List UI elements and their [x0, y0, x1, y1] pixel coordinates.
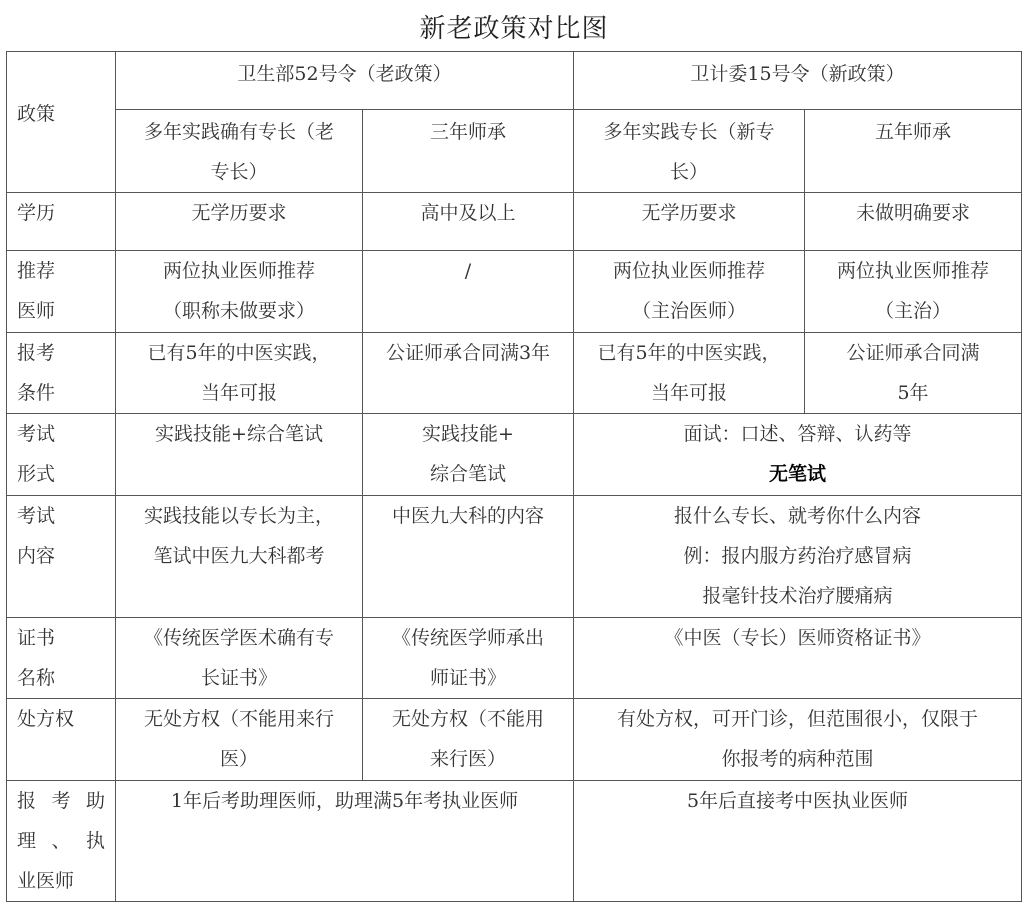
no-written-exam: 无笔试 [768, 463, 826, 485]
row-label: 报考助 理、执 业医师 [7, 781, 116, 902]
new-mentor-header: 五年师承 [805, 110, 1022, 193]
cell-old: 1年后考助理医师，助理满5年考执业医师 [116, 781, 574, 902]
cell-old-mentor: 无处方权（不能用 来行医） [363, 699, 574, 781]
row-education [7, 193, 1022, 251]
cell-old-mentor: 实践技能+ 综合笔试 [363, 414, 574, 496]
row-upgrade [7, 781, 1022, 902]
cell-old-expert: 《传统医学医术确有专 长证书》 [116, 618, 363, 699]
policy-label-cell [7, 52, 116, 193]
cell-old-mentor: / [363, 251, 574, 333]
row-label: 学历 [7, 193, 116, 251]
cell-new-expert: 无学历要求 [574, 193, 805, 251]
row-exam-content [7, 496, 1022, 618]
cell-new-expert: 已有5年的中医实践， 当年可报 [574, 333, 805, 414]
cell-old-expert: 实践技能以专长为主， 笔试中医九大科都考 [116, 496, 363, 618]
cell-old-expert: 已有5年的中医实践， 当年可报 [116, 333, 363, 414]
cell-old-expert: 两位执业医师推荐 （职称未做要求） [116, 251, 363, 333]
cell-new: 有处方权，可开门诊，但范围很小，仅限于 你报考的病种范围 [574, 699, 1022, 781]
row-label: 推荐 医师 [7, 251, 116, 333]
cell-new-mentor: 两位执业医师推荐 （主治） [805, 251, 1022, 333]
cell-old-expert: 无学历要求 [116, 193, 363, 251]
cell-new-mentor: 公证师承合同满 5年 [805, 333, 1022, 414]
row-label: 处方权 [7, 699, 116, 781]
old-expert-header: 多年实践确有专长（老 专长） [116, 110, 363, 193]
cell-old-mentor: 公证师承合同满3年 [363, 333, 574, 414]
new-policy-header: 卫计委15号令（新政策） [574, 52, 1022, 110]
row-label: 考试 形式 [7, 414, 116, 496]
page-title: 新老政策对比图 [419, 14, 609, 44]
old-mentor-header: 三年师承 [363, 110, 574, 193]
row-label: 考试 内容 [7, 496, 116, 618]
cell-new: 面试：口述、答辩、认药等 无笔试 [574, 414, 1022, 496]
cell-old-expert: 实践技能+综合笔试 [116, 414, 363, 496]
cell-old-mentor: 《传统医学师承出 师证书》 [363, 618, 574, 699]
cell-new: 5年后直接考中医执业医师 [574, 781, 1022, 902]
row-recommend [7, 251, 1022, 333]
row-label: 报考 条件 [7, 333, 116, 414]
header-row-categories [7, 110, 1022, 193]
row-certificate [7, 618, 1022, 699]
row-prescription [7, 699, 1022, 781]
row-conditions [7, 333, 1022, 414]
policy-label: 政策 [17, 103, 56, 125]
cell-new: 《中医（专长）医师资格证书》 [574, 618, 1022, 699]
old-policy-header: 卫生部52号令（老政策） [116, 52, 574, 110]
cell-new-expert: 两位执业医师推荐 （主治医师） [574, 251, 805, 333]
cell-old-mentor: 高中及以上 [363, 193, 574, 251]
row-label: 证书 名称 [7, 618, 116, 699]
cell-new: 报什么专长、就考你什么内容 例：报内服方药治疗感冒病 报毫针技术治疗腰痛病 [574, 496, 1022, 618]
cell-old-mentor: 中医九大科的内容 [363, 496, 574, 618]
new-expert-header: 多年实践专长（新专 长） [574, 110, 805, 193]
policy-comparison-table [6, 51, 1022, 902]
row-exam-form [7, 414, 1022, 496]
cell-old-expert: 无处方权（不能用来行 医） [116, 699, 363, 781]
header-row-policies [7, 52, 1022, 110]
cell-new-mentor: 未做明确要求 [805, 193, 1022, 251]
